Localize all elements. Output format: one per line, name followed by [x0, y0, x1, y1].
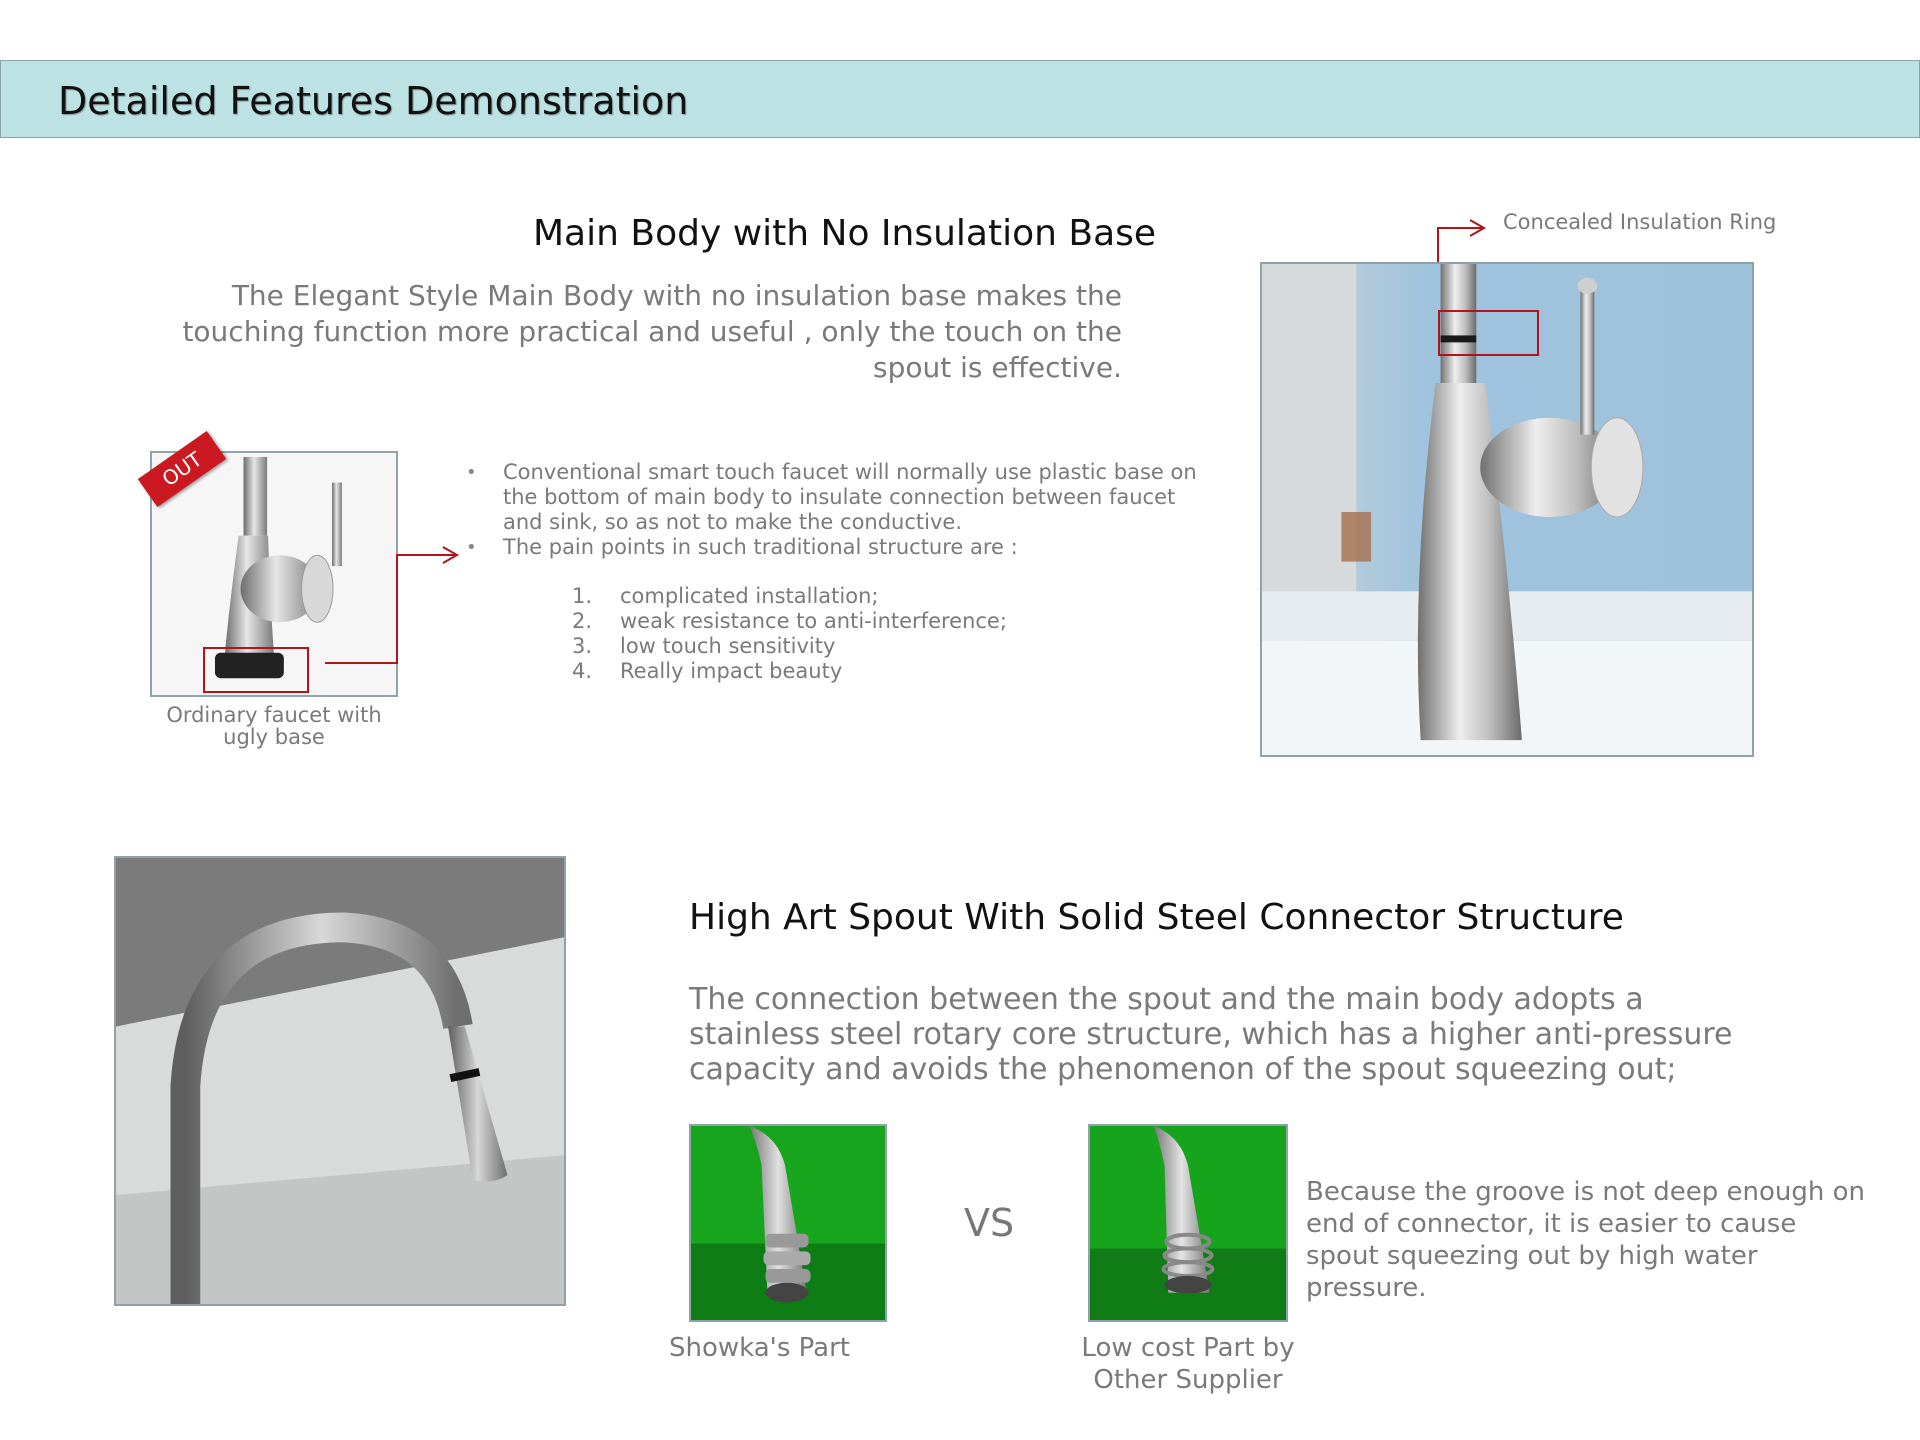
list-item: 4. Really impact beauty: [572, 659, 843, 683]
ring-highlight-box: [1438, 310, 1539, 356]
section2-heading: High Art Spout With Solid Steel Connector Structure: [689, 897, 1624, 938]
section1-description: The Elegant Style Main Body with no insulation base makes the touching function more practical and useful , only the touch on the spout is effective.: [182, 279, 1122, 384]
bullet-item: • Conventional smart touch faucet will normally use plastic base on the bottom of main body to insulate connection between faucet and sink, so as not to make the conductive.: [466, 460, 1211, 535]
list-item: 2. weak resistance to anti-interference;: [572, 609, 1007, 633]
base-connector-arrow-icon: [300, 540, 470, 670]
section2-description: The connection between the spout and the main body adopts a stainless steel rotary core structure, which has a higher anti-pressure capacity and avoids the phenomenon of the spout squeezing out;: [689, 982, 1733, 1087]
showka-part-caption: Showka's Part: [669, 1333, 850, 1363]
out-badge: OUT: [138, 431, 226, 507]
page-title: Detailed Features Demonstration: [58, 79, 689, 123]
spout-photo: [114, 856, 566, 1306]
list-item: 1. complicated installation;: [572, 584, 879, 608]
ordinary-faucet-caption: Ordinary faucet with ugly base: [166, 703, 382, 749]
bullet-item: • The pain points in such traditional structure are :: [466, 535, 1211, 560]
insulation-ring-label: Concealed Insulation Ring: [1503, 210, 1777, 234]
conventional-bullets: [466, 460, 1211, 560]
vs-label: VS: [964, 1201, 1015, 1245]
showka-part-photo: [689, 1124, 887, 1322]
base-highlight-box: [203, 647, 309, 693]
section1-heading: Main Body with No Insulation Base: [533, 213, 1157, 254]
list-item: 3. low touch sensitivity: [572, 634, 836, 658]
other-supplier-part-photo: [1088, 1124, 1288, 1322]
groove-note: Because the groove is not deep enough on end of connector, it is easier to cause spout squeezing out by high water pressure.: [1306, 1177, 1865, 1303]
header-band: [0, 60, 1920, 138]
other-supplier-part-caption: Low cost Part by Other Supplier: [1081, 1333, 1295, 1395]
pain-points-list: [572, 584, 1072, 684]
